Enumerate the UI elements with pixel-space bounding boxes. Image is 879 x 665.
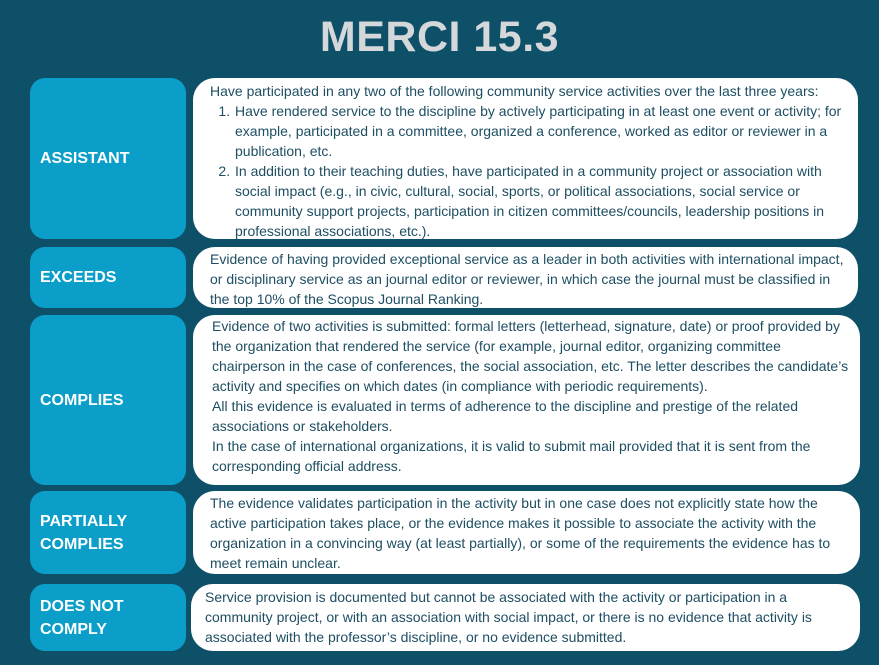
criteria-paragraph: All this evidence is evaluated in terms of adherence to the discipline and prestige of the related associations or stakeholders.	[212, 398, 799, 434]
criteria-list-item: 2. In addition to their teaching duties, have participated in a community project or association with social impact (e.g., in civic, cultural, social, sports, or political associations, social service or community support projects, participation in citizen committees/councils, leadership positions in professional associations, etc.).	[234, 161, 848, 239]
criteria-text-complies	[193, 315, 860, 485]
criteria-paragraph: Service provision is documented but cannot be associated with the activity or participation in a community project, or with an association with social impact, or there is no evidence that activity is associated with the professor’s discipline, or no evidence submitted.	[205, 589, 812, 645]
criteria-text-partially-complies	[193, 491, 860, 574]
rubric-row-assistant	[30, 78, 860, 239]
criteria-paragraph: Evidence of two activities is submitted: formal letters (letterhead, signature, date) or proof provided by the organization that rendered the service (for example, journal editor, organizing committee chairperson in the case of conferences, the social association, etc. The letter describes the candidate’s activity and specifies on which dates (in compliance with periodic requirements).	[212, 318, 849, 394]
level-label-line: COMPLIES	[40, 535, 124, 553]
criteria-intro: Have participated in any two of the following community service activities over the last three years:	[210, 83, 819, 99]
criteria-paragraph: The evidence validates participation in the activity but in one case does not explicitly state how the active participation takes place, or the evidence makes it possible to associate the activity with the organization in a convincing way (at least partially), or some of the requirements the evidence has to meet remain unclear.	[210, 495, 831, 571]
criteria-paragraph: Evidence of having provided exceptional service as a leader in both activities with international impact, or disciplinary service as an journal editor or reviewer, in which case the journal must be classified in the top 10% of the Scopus Journal Ranking.	[210, 251, 844, 307]
criteria-text-exceeds	[193, 247, 858, 308]
page-title: MERCI 15.3	[319, 13, 560, 61]
criteria-list-item: 1. Have rendered service to the discipline by actively participating in at least one event or activity; for example, participated in a committee, organized a conference, worked as editor or reviewer in a publication, etc.	[234, 101, 848, 161]
criteria-paragraph: In the case of international organizations, it is valid to submit mail provided that it is sent from the corresponding official address.	[212, 438, 811, 474]
level-label-line: DOES NOT	[40, 597, 124, 615]
criteria-text-assistant	[193, 78, 858, 239]
rubric-row-exceeds	[30, 247, 860, 308]
criteria-text-does-not-comply	[191, 584, 860, 651]
criteria-list	[210, 101, 848, 239]
level-label-assistant: ASSISTANT	[30, 78, 186, 239]
rubric-row-partially-complies	[30, 491, 860, 574]
level-label-exceeds: EXCEEDS	[30, 247, 186, 308]
level-label-does-not-comply	[30, 584, 186, 651]
level-label-partially-complies	[30, 491, 186, 574]
level-label-line: COMPLY	[40, 620, 107, 638]
level-label-line: PARTIALLY	[40, 512, 128, 530]
rubric-row-does-not-comply	[30, 584, 860, 651]
level-label-complies: COMPLIES	[30, 315, 186, 485]
rubric-row-complies	[30, 315, 860, 485]
